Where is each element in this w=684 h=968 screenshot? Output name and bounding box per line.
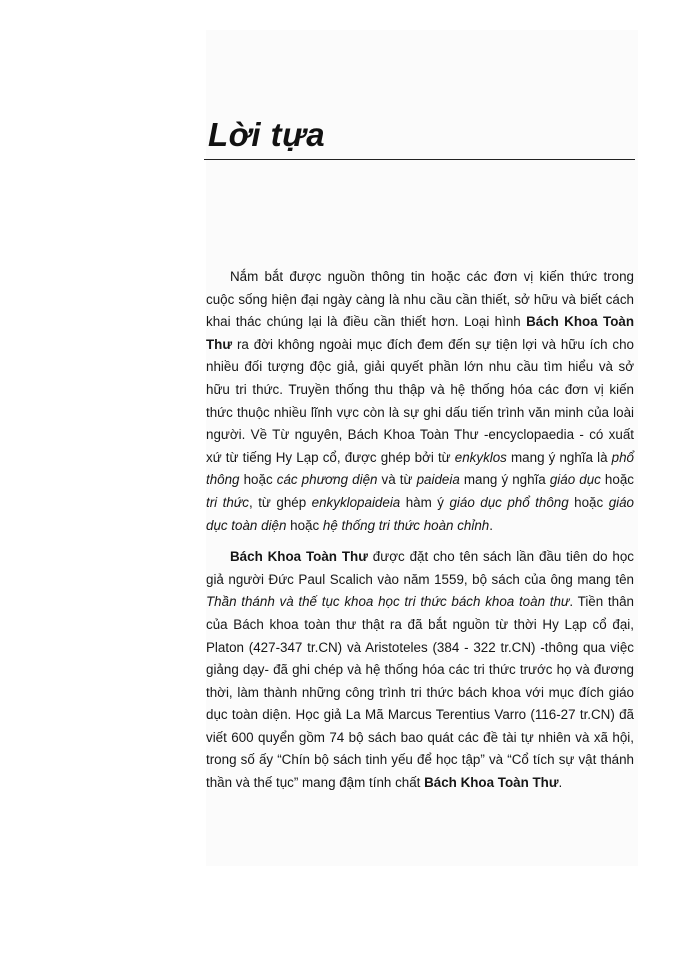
italic-text: Thần thánh và thế tục khoa học tri thức bách khoa toàn thư [206,594,570,610]
text-run: . [489,517,493,533]
text-run: hoặc [239,472,277,488]
italic-text: giáo dục phổ thông [449,494,569,510]
italic-text: enkyklos [454,449,507,465]
italic-text: phổ thông [206,449,634,488]
italic-text: tri thức [206,494,249,510]
page-title: Lời tựa [208,116,326,153]
text-run: ra đời không ngoài mục đích đem đến sự tiện lợi và hữu ích cho nhiều đối tượng độc giả, giải quyết phần lớn nhu cầu tìm hiểu và sở hữu tri thức. Truyền thống thu thập và hệ thống hóa các đơn vị kiến thức thuộc nhiều lĩnh vực còn là sự ghi dấu tiến trình văn minh của loài người. Về Từ nguyên, Bách Khoa Toàn Thư -encyclopaedia - có xuất xứ từ tiếng Hy Lạp cổ, được ghép bởi từ [206,336,634,465]
title-underline [204,159,635,160]
text-run: hoặc [568,494,609,510]
paragraph [206,266,634,537]
italic-text: enkyklopaideia [311,494,401,510]
text-run: . [558,775,563,791]
text-run: mang ý nghĩa [459,472,550,488]
text-run: , từ ghép [249,494,312,510]
text-run: mang ý nghĩa là [506,449,612,465]
text-run: hoặc [286,517,323,533]
italic-text: giáo dục toàn diện [206,494,635,533]
text-run: Nắm bắt được nguồn thông tin hoặc các đơn vị kiến thức trong cuộc sống hiện đại ngày càng là nhu cầu cần thiết, sở hữu và biết cách khai thác chúng lại là điều cần thiết hơn. Loại hình [206,269,634,330]
bold-text: Bách Khoa Toàn Thư [230,549,368,565]
text-run: và từ [377,472,417,488]
text-run: hàm ý [400,494,450,510]
text-run: được đặt cho tên sách lần đầu tiên do học giả người Đức Paul Scalich vào năm 1559, bộ sách của ông mang tên [206,549,635,587]
bold-text: Bách Khoa Toàn Thư [206,314,635,352]
italic-text: paideia [416,472,460,488]
preface-body [206,266,634,795]
italic-text: các phương diện [276,472,378,488]
text-run: . Tiền thân của Bách khoa toàn thư thật ra đã bắt nguồn từ thời Hy Lạp cổ đại, Platon (427-347 tr.CN) và Aristoteles (384 - 322 tr.CN) -thông qua việc giảng dạy- đã ghi chép và hệ thống hóa các tri thức trước họ và đương thời, làm thành những công trình tri thức bách khoa với mục đích giáo dục toàn diện. Học giả La Mã Marcus Terentius Varro (116-27 tr.CN) đã viết 600 quyển gồm 74 bộ sách bao quát các đề tài tự nhiên và xã hội, trong số ấy “Chín bộ sách tinh yếu để học tập” và “Cổ tích sự vật thánh thần và thế tục” mang đậm tính chất [206,594,634,791]
italic-text: hệ thống tri thức hoàn chỉnh [322,517,490,533]
text-run: hoặc [600,472,634,488]
paragraph [206,546,634,795]
italic-text: giáo dục [549,472,601,488]
bold-text: Bách Khoa Toàn Thư [424,775,559,791]
